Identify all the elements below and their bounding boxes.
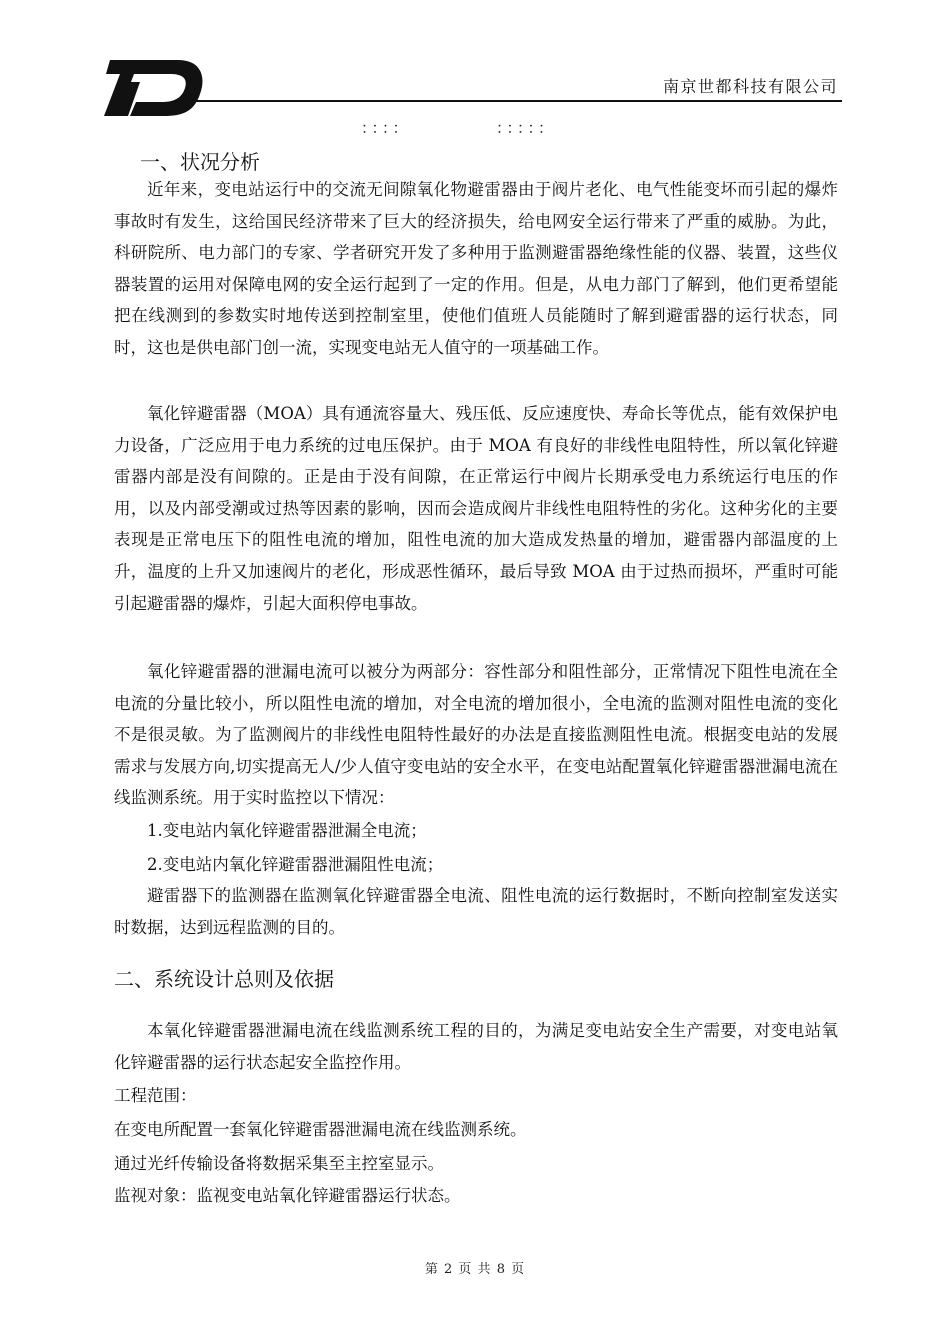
paragraph-moa: 氧化锌避雷器（MOA）具有通流容量大、残压低、反应速度快、寿命长等优点，能有效保护电力设备，广泛应用于电力系统的过电压保护。由于 MOA 有良好的非线性电阻特性，所以氧化锌避雷器内部是没有间隙的。正是由于没有间隙，在正常运行中阀片长期承受电力系统运行电压的作用，以及内部受潮或过热等因素的影响，因而会造成阀片非线性电阻特性的劣化。这种劣化的主要表现是正常电压下的阻性电流的增加，阻性电流的加大造成发热量的增加，避雷器内部温度的上升，温度的上升又加速阀片的老化，形成恶性循环，最后导致 MOA 由于过热而损坏，严重时可能引起避雷器的爆炸，引起大面积停电事故。 [114,404,838,613]
paragraph-monitor: 避雷器下的监测器在监测氧化锌避雷器全电流、阻性电流的运行数据时，不断向控制室发送实时数据，达到远程监测的目的。 [114,886,838,937]
list-item-1: 1.变电站内氧化锌避雷器泄漏全电流； [147,821,427,840]
section-2-title: 二、系统设计总则及依据 [114,967,334,991]
company-name: 南京世都科技有限公司 [662,77,838,96]
section-1-title: 一、状况分析 [140,150,260,174]
garbled-text-right: ：：：：： [496,119,557,137]
company-logo [104,56,204,120]
paragraph-leakage: 氧化锌避雷器的泄漏电流可以被分为两部分：容性部分和阻性部分，正常情况下阻性电流在全电流的分量比较小，所以阻性电流的增加，对全电流的增加很小，全电流的监测对阻性电流的变化不是很灵敏。为了监测阀片的非线性电阻特性最好的办法是直接监测阻性电流。根据变电站的发展需求与发展方向,切实提高无人/少人值守变电站的安全水平，在变电站配置氧化锌避雷器泄漏电流在线监测系统。用于实时监控以下情况： [114,662,838,808]
garbled-text-left: ：：：： [361,119,411,137]
paragraph-purpose: 本氧化锌避雷器泄漏电流在线监测系统工程的目的，为满足变电站安全生产需要，对变电站氧化锌避雷器的运行状态起安全监控作用。 [114,1021,838,1072]
scope-line-2: 通过光纤传输设备将数据采集至主控室显示。 [114,1154,444,1173]
page-number: 第 2 页 共 8 页 [424,1262,526,1277]
header-rule [190,100,842,102]
monitor-target-line: 监视对象：监视变电站氧化锌避雷器运行状态。 [114,1186,461,1205]
scope-line-1: 在变电所配置一套氧化锌避雷器泄漏电流在线监测系统。 [114,1120,527,1139]
scope-label: 工程范围： [114,1086,197,1105]
list-item-2: 2.变电站内氧化锌避雷器泄漏阻性电流； [147,855,444,874]
paragraph-intro: 近年来，变电站运行中的交流无间隙氧化物避雷器由于阀片老化、电气性能变坏而引起的爆炸事故时有发生，这给国民经济带来了巨大的经济损失，给电网安全运行带来了严重的威胁。为此，科研院所、电力部门的专家、学者研究开发了多种用于监测避雷器绝缘性能的仪器、装置，这些仪器装置的运用对保障电网的安全运行起到了一定的作用。但是，从电力部门了解到，他们更希望能把在线测到的参数实时地传送到控制室里，使他们值班人员能随时了解到避雷器的运行状态，同时，这也是供电部门创一流，实现变电站无人值守的一项基础工作。 [114,180,838,357]
